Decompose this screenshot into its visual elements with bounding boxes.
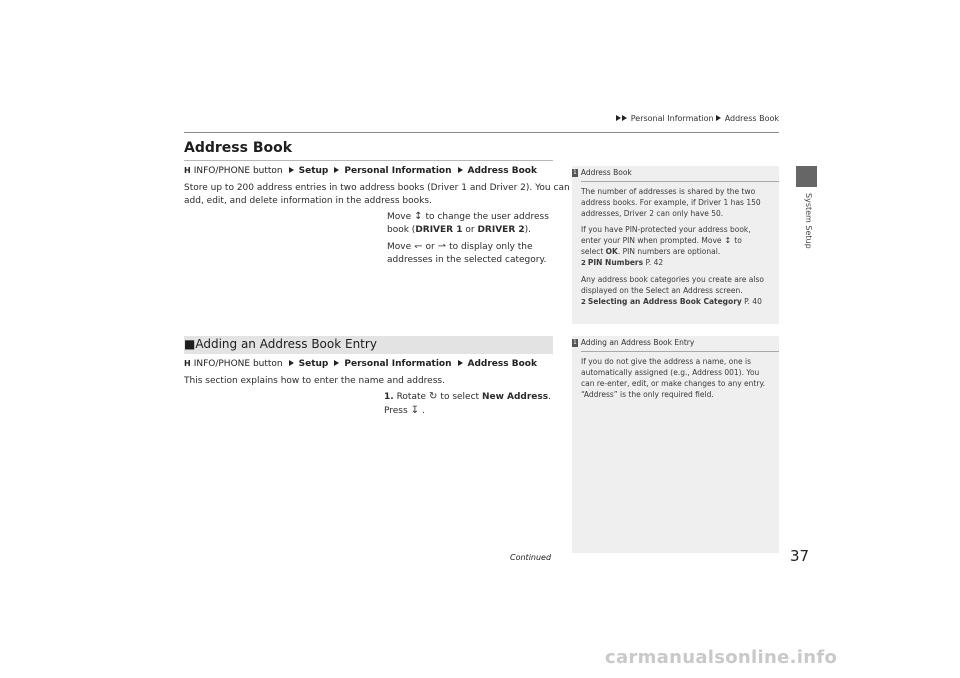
instr-text: addresses in the selected category. [387,255,547,265]
nav-arrow-icon [289,167,294,173]
page-number: 37 [790,547,810,565]
nav-step: Setup [298,359,329,369]
breadcrumb-item[interactable]: Address Book [724,114,779,123]
step-text: Rotate [396,392,427,402]
side-section-label: System Setup [804,193,813,249]
cross-reference-pin-numbers[interactable] [581,257,779,269]
breadcrumb-arrow-icon [616,115,621,121]
nav-arrow-icon [334,360,339,366]
breadcrumb-arrow-icon [716,115,721,121]
title-divider [184,160,553,161]
nav-step: Address Book [467,166,537,176]
note-number-icon: 1 [573,339,577,346]
reference-page: P. 40 [741,297,762,306]
instr-text: ). [524,225,532,235]
interface-dial-press-icon: ↧ [410,405,420,416]
instr-text: to display only the [449,242,533,252]
nav-arrow-icon [289,360,294,366]
continued-label: Continued [510,553,552,562]
nav-arrow-icon [458,167,463,173]
note-line: to [734,236,742,245]
breadcrumb-item[interactable]: Personal Information [630,114,714,123]
cross-reference-category[interactable] [581,296,779,308]
nav-arrow-icon [458,360,463,366]
instruction-change-book [387,210,549,237]
note-title: Adding an Address Book Entry [580,338,695,347]
nav-step: INFO/PHONE button [193,166,283,176]
instr-text: to change the user address [425,212,549,222]
note-line: can re-enter, edit, or make changes to any entry. [581,379,766,388]
breadcrumb-arrow-icon [622,115,627,121]
note-line: If you do not give the address a name, one is [581,357,751,366]
instruction-filter-category [387,240,546,267]
note-line: . PIN numbers are optional. [617,247,721,256]
side-note-address-book [572,168,779,308]
note-line: Any address book categories you create are also [581,275,764,284]
joystick-up-down-icon: ↕ [724,236,732,245]
watermark: carmanualsonline.info [605,647,838,668]
step-text: Press [384,406,408,416]
page-title: Address Book [184,140,293,156]
joystick-right-icon: ⇀ [437,241,447,252]
note-number-icon: 1 [573,169,577,176]
section-intro: This section explains how to enter the name and address. [184,376,445,386]
intro-paragraph [184,182,570,208]
note-line: address books. For example, if Driver 1 has 150 [581,198,761,207]
note-line: displayed on the Select an Address screen. [581,286,743,295]
home-icon: H [184,166,191,175]
reference-label: Selecting an Address Book Category [587,297,742,306]
nav-step: INFO/PHONE button [193,359,283,369]
note-line: “Address” is the only required field. [581,390,714,399]
instr-text: Move [387,242,412,252]
instr-text: Move [387,212,412,222]
breadcrumb [616,114,779,123]
home-icon: H [184,359,191,368]
joystick-left-icon: ↽ [414,241,423,252]
note-line: addresses, Driver 2 can only have 50. [581,209,724,218]
intro-line: Store up to 200 address entries in two address books (Driver 1 and Driver 2). You can [184,183,570,193]
driver2-label: DRIVER 2 [477,225,525,235]
instr-text: or [462,225,478,235]
note-line: enter your PIN when prompted. Move [581,236,722,245]
note-line: The number of addresses is shared by the two [581,187,756,196]
note-line: If you have PIN-protected your address book, [581,225,751,234]
nav-step: Personal Information [344,166,452,176]
nav-step: Address Book [467,359,537,369]
interface-dial-rotate-icon: ↻ [429,391,438,402]
cross-reference-icon: 2 [581,298,586,306]
section-tab-marker [796,166,817,187]
side-note-adding-entry [572,338,779,400]
note-line: select [581,247,606,256]
instr-text: book ( [387,225,416,235]
intro-line: add, edit, and delete information in the address books. [184,196,432,206]
step-text: to select [440,392,480,402]
cross-reference-icon: 2 [581,259,586,267]
nav-arrow-icon [334,167,339,173]
nav-step: Personal Information [344,359,452,369]
ok-label: OK [605,247,618,256]
reference-page: P. 42 [643,258,664,267]
step-1: 1. Rotate ↻ to select New Address. Press ↧ . [384,391,552,416]
note-line: automatically assigned (e.g., Address 001). You [581,368,760,377]
nav-path [184,166,537,176]
joystick-up-down-icon: ↕ [414,211,423,222]
driver1-label: DRIVER 1 [415,225,463,235]
step-number: 1. [384,392,394,402]
reference-label: PIN Numbers [587,258,644,267]
step-text: . [548,392,552,402]
header-divider [184,132,779,133]
nav-path [184,359,537,369]
new-address-label: New Address [481,392,549,402]
instr-text: or [425,242,435,252]
section-heading: ■Adding an Address Book Entry [184,337,377,351]
nav-step: Setup [298,166,329,176]
note-title: Address Book [580,168,632,177]
